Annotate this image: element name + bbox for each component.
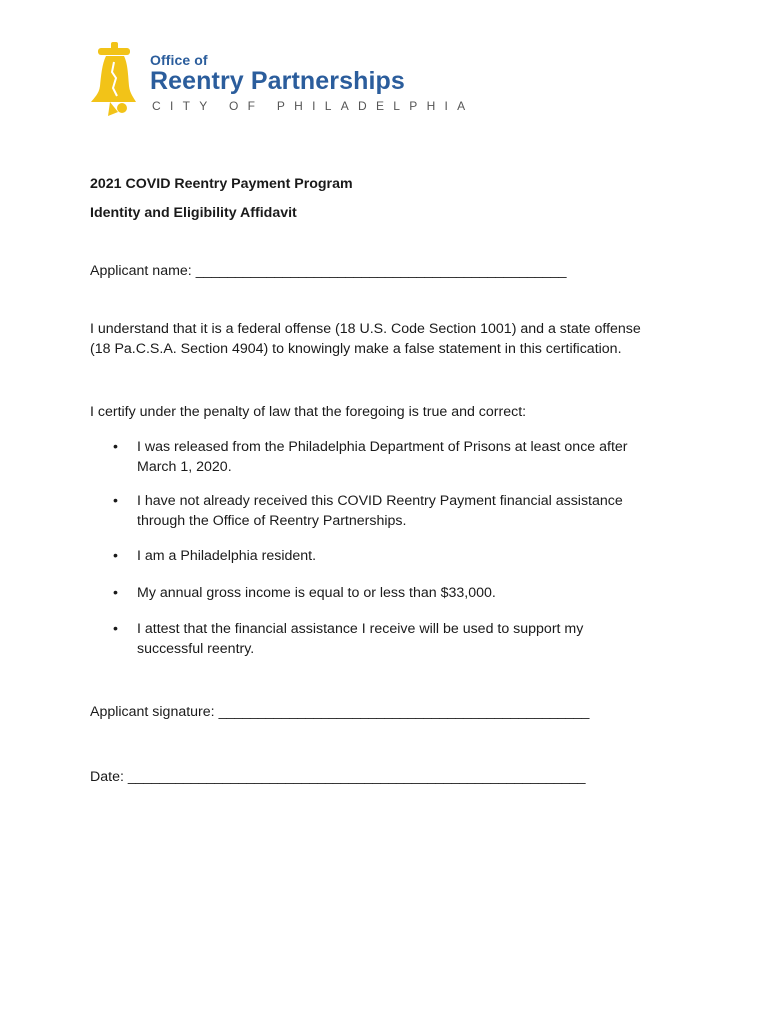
bullet-text: I attest that the financial assistance I receive will be used to support my successful reentry.	[137, 621, 584, 657]
bullet-text: I have not already received this COVID Reentry Payment financial assistance through the Office of Reentry Partnerships.	[137, 493, 623, 529]
bullet-icon: •	[113, 621, 118, 637]
certify-statement: I certify under the penalty of law that the foregoing is true and correct:	[90, 404, 527, 420]
warning-line-1: I understand that it is a federal offense (18 U.S. Code Section 1001) and a state offense	[90, 321, 641, 337]
bullet-text: I am a Philadelphia resident.	[137, 548, 317, 564]
warning-line-2: (18 Pa.C.S.A. Section 4904) to knowingly make a false statement in this certification.	[90, 341, 622, 357]
applicant-name-field[interactable]	[90, 261, 567, 281]
document-title: 2021 COVID Reentry Payment Program	[90, 176, 353, 192]
applicant-signature-label: Applicant signature:	[90, 704, 215, 720]
logo-city-of-philadelphia: CITY OF PHILADELPHIA	[152, 99, 475, 113]
date-field[interactable]	[90, 767, 586, 787]
bullet-icon: •	[113, 493, 118, 509]
applicant-name-blank[interactable]: _______________________________________________	[195, 263, 567, 279]
applicant-signature-blank[interactable]: _______________________________________________	[218, 704, 590, 720]
liberty-bell-icon	[88, 42, 150, 118]
bullet-text: I was released from the Philadelphia Department of Prisons at least once after March 1, 2020.	[137, 439, 628, 475]
bullet-text: My annual gross income is equal to or less than $33,000.	[137, 585, 496, 601]
logo-reentry-partnerships: Reentry Partnerships	[150, 67, 405, 95]
bullet-icon: •	[113, 548, 118, 564]
date-blank[interactable]: __________________________________________________________	[127, 769, 586, 785]
document-subtitle: Identity and Eligibility Affidavit	[90, 205, 297, 221]
applicant-signature-field[interactable]	[90, 702, 589, 722]
date-label: Date:	[90, 769, 124, 785]
bullet-icon: •	[113, 585, 118, 601]
applicant-name-label: Applicant name:	[90, 263, 192, 279]
bullet-icon: •	[113, 439, 118, 455]
office-logo	[88, 42, 475, 120]
logo-office-of: Office of	[150, 52, 208, 68]
